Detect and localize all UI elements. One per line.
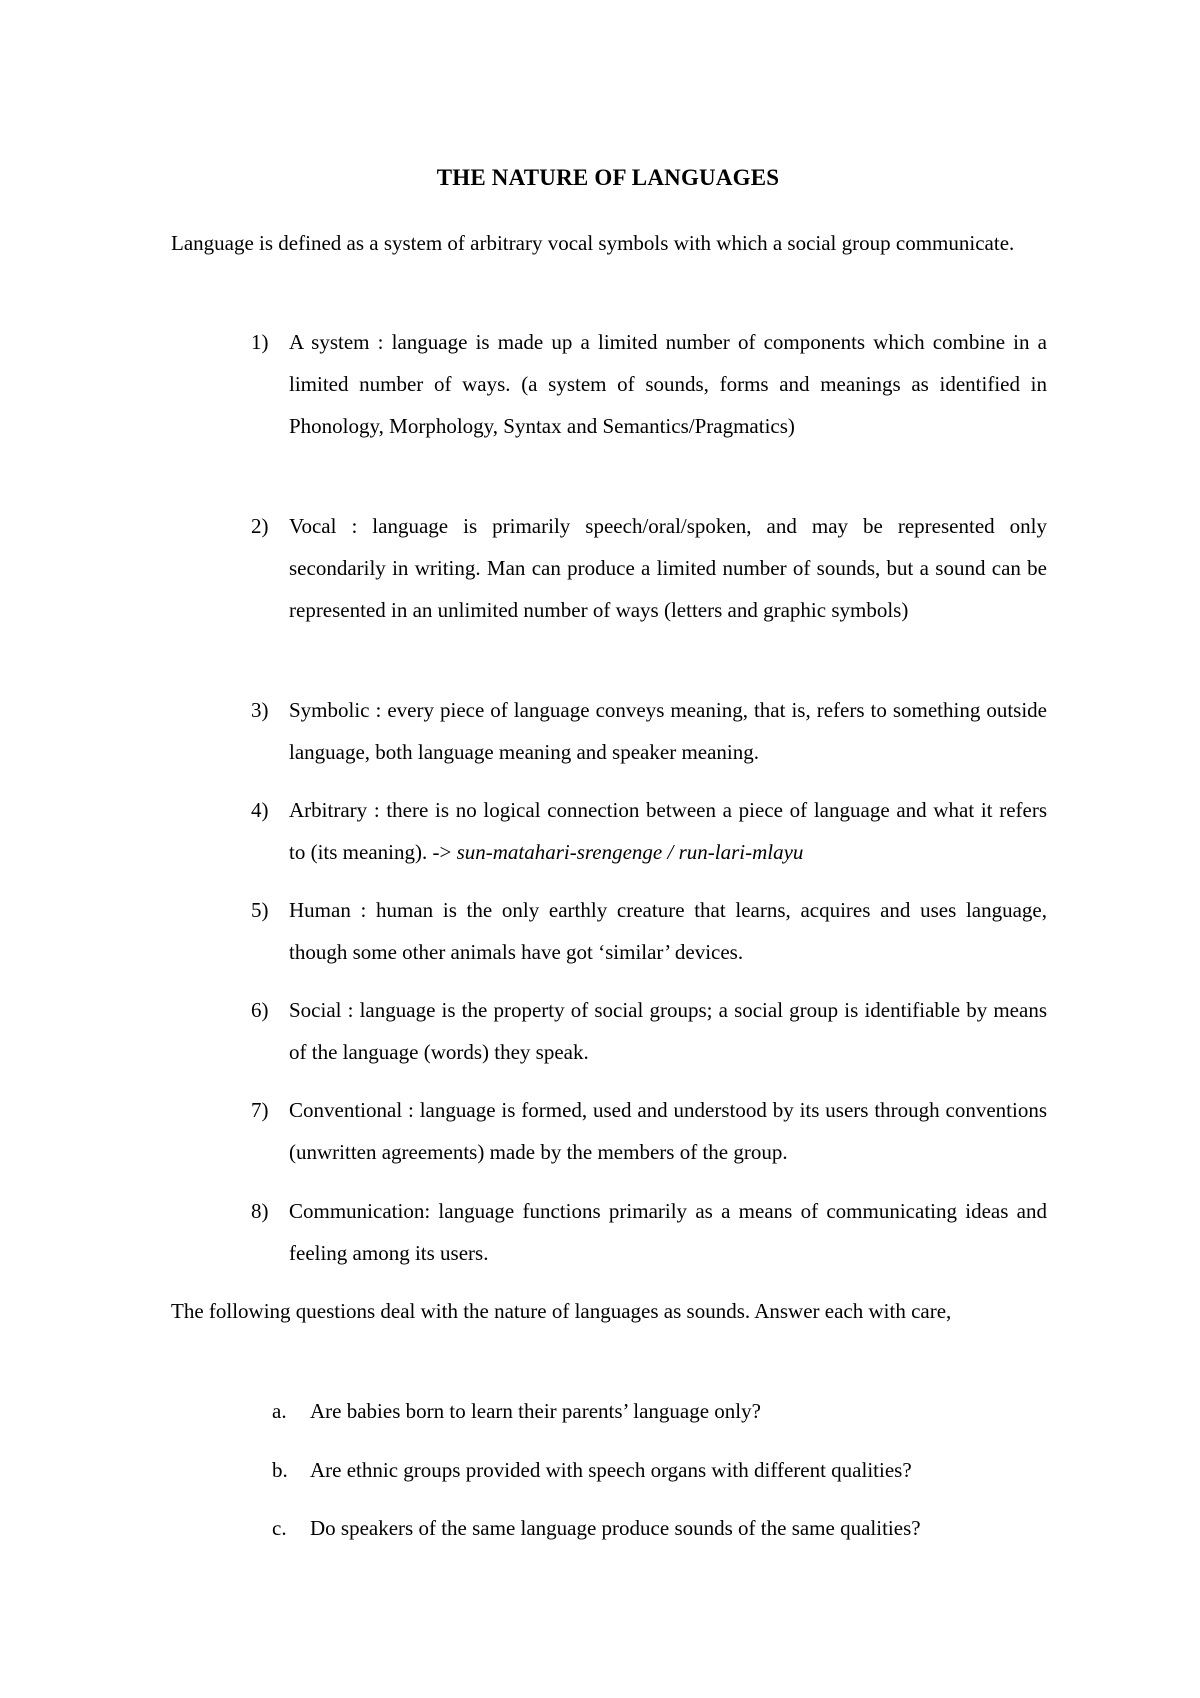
list-item bbox=[251, 689, 1047, 773]
list-item-text: Human : human is the only earthly creature that learns, acquires and uses language, though some other animals have got ‘similar’ devices. bbox=[289, 898, 1047, 964]
question-letter: c. bbox=[272, 1516, 287, 1540]
list-item bbox=[251, 889, 1047, 973]
list-item bbox=[251, 505, 1047, 631]
question-item bbox=[272, 1514, 1052, 1542]
list-item-text: Social : language is the property of social groups; a social group is identifiable by means of the language (words) they speak. bbox=[289, 998, 1047, 1064]
list-item bbox=[251, 321, 1047, 447]
list-item-number: 6) bbox=[251, 998, 269, 1022]
list-item bbox=[251, 789, 1047, 873]
document-title: THE NATURE OF LANGUAGES bbox=[436, 165, 780, 190]
intro-paragraph: Language is defined as a system of arbitrary vocal symbols with which a social group communicate. bbox=[171, 231, 1015, 255]
list-item-number: 4) bbox=[251, 798, 269, 822]
questions-intro: The following questions deal with the nature of languages as sounds. Answer each with care, bbox=[171, 1299, 952, 1323]
list-item-text-main: Arbitrary : there is no logical connection between a piece of language and what it refers to (its meaning). -> bbox=[289, 798, 1047, 864]
question-text: Are ethnic groups provided with speech organs with different qualities? bbox=[310, 1458, 912, 1482]
list-item-text: Conventional : language is formed, used and understood by its users through conventions (unwritten agreements) made by the members of the group. bbox=[289, 1098, 1047, 1164]
list-item-text: Vocal : language is primarily speech/oral/spoken, and may be represented only secondarily in writing. Man can produce a limited number of sounds, but a sound can be represented in an unlimited number of ways (letters and graphic symbols) bbox=[289, 514, 1047, 622]
question-text: Do speakers of the same language produce sounds of the same qualities? bbox=[310, 1516, 921, 1540]
list-item-number: 8) bbox=[251, 1199, 269, 1223]
question-item bbox=[272, 1397, 1052, 1425]
list-item bbox=[251, 989, 1047, 1073]
list-item-text: A system : language is made up a limited number of components which combine in a limited number of ways. (a system of sounds, forms and meanings as identified in Phonology, Morphology, Syntax and Semantics/Pragmatics) bbox=[289, 330, 1047, 438]
question-letter: b. bbox=[272, 1458, 288, 1482]
question-letter: a. bbox=[272, 1399, 287, 1423]
list-item-number: 7) bbox=[251, 1098, 269, 1122]
list-item bbox=[251, 1190, 1047, 1274]
list-item-text: Symbolic : every piece of language conveys meaning, that is, refers to something outside language, both language meaning and speaker meaning. bbox=[289, 698, 1047, 764]
list-item-example: sun-matahari-srengenge / run-lari-mlayu bbox=[456, 840, 804, 864]
list-item-number: 5) bbox=[251, 898, 269, 922]
list-item-text: Communication: language functions primarily as a means of communicating ideas and feeling among its users. bbox=[289, 1199, 1047, 1265]
list-item-number: 2) bbox=[251, 514, 269, 538]
list-item bbox=[251, 1089, 1047, 1173]
list-item-number: 1) bbox=[251, 330, 269, 354]
question-item bbox=[272, 1456, 1052, 1484]
list-item-text bbox=[289, 789, 1047, 873]
list-item-number: 3) bbox=[251, 698, 269, 722]
question-text: Are babies born to learn their parents’ language only? bbox=[310, 1399, 761, 1423]
